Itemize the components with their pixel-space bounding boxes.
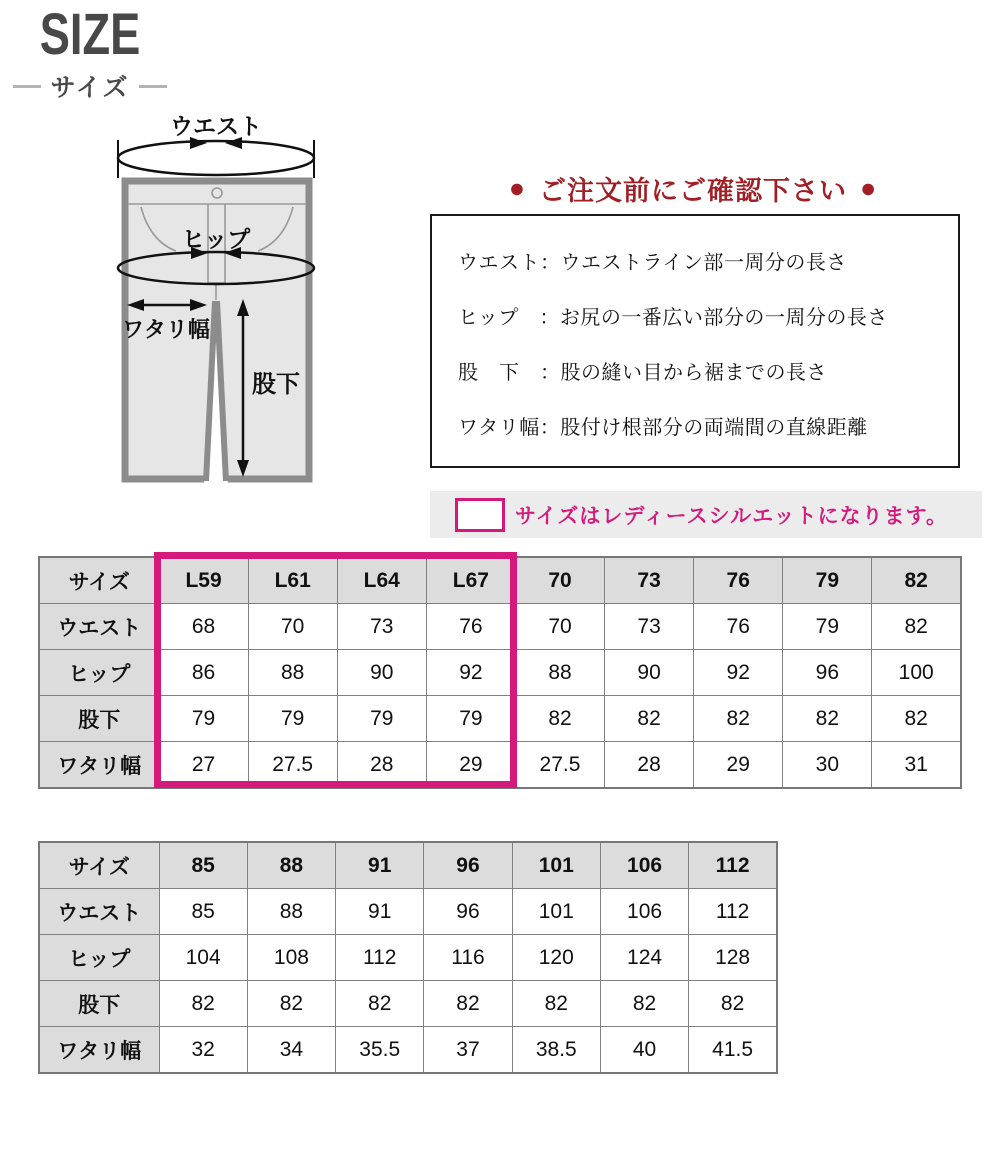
column-header: L64 <box>337 557 426 604</box>
size-value-cell: 96 <box>424 889 512 935</box>
table-row <box>39 696 961 742</box>
size-value-cell: 76 <box>426 604 515 650</box>
size-value-cell: 91 <box>336 889 424 935</box>
size-value-cell: 82 <box>336 981 424 1027</box>
size-value-cell: 27.5 <box>515 742 604 789</box>
size-value-cell: 88 <box>515 650 604 696</box>
pants-measurement-diagram <box>20 100 360 500</box>
table-row <box>39 742 961 789</box>
column-header: 82 <box>872 557 961 604</box>
size-value-cell: 76 <box>694 604 783 650</box>
size-value-cell: 79 <box>248 696 337 742</box>
size-value-cell: 73 <box>605 604 694 650</box>
hip-label: ヒップ <box>181 226 251 252</box>
column-header: 85 <box>159 842 247 889</box>
notice-title: ご注文前にご確認下さい <box>539 176 847 206</box>
definition-thigh: ワタリ幅：股付け根部分の両端間の直線距離 <box>458 417 868 439</box>
inseam-label: 股下 <box>252 371 300 398</box>
size-value-cell: 29 <box>694 742 783 789</box>
size-value-cell: 79 <box>337 696 426 742</box>
size-value-cell: 70 <box>515 604 604 650</box>
size-value-cell: 82 <box>247 981 335 1027</box>
table-row <box>39 981 777 1027</box>
size-value-cell: 82 <box>424 981 512 1027</box>
size-value-cell: 31 <box>872 742 961 789</box>
definition-waist: ウエスト：ウエストライン部一周分の長さ <box>458 252 847 274</box>
column-header: 101 <box>512 842 600 889</box>
size-value-cell: 27 <box>159 742 248 789</box>
row-header: ワタリ幅 <box>39 1027 159 1074</box>
thigh-label: ワタリ幅 <box>122 317 210 342</box>
row-header: ウエスト <box>39 604 159 650</box>
size-value-cell: 88 <box>247 889 335 935</box>
left-dash-divider <box>13 85 41 88</box>
size-value-cell: 101 <box>512 889 600 935</box>
table-header-row <box>39 557 961 604</box>
size-value-cell: 82 <box>694 696 783 742</box>
size-value-cell: 90 <box>337 650 426 696</box>
column-header: 96 <box>424 842 512 889</box>
row-header: ウエスト <box>39 889 159 935</box>
size-value-cell: 82 <box>515 696 604 742</box>
size-value-cell: 37 <box>424 1027 512 1074</box>
size-value-cell: 92 <box>426 650 515 696</box>
table-row <box>39 650 961 696</box>
size-value-cell: 82 <box>872 604 961 650</box>
column-header: L67 <box>426 557 515 604</box>
column-header: 73 <box>605 557 694 604</box>
size-value-cell: 41.5 <box>689 1027 777 1074</box>
size-value-cell: 28 <box>337 742 426 789</box>
size-value-cell: 112 <box>689 889 777 935</box>
size-value-cell: 28 <box>605 742 694 789</box>
size-value-cell: 85 <box>159 889 247 935</box>
notice-heading <box>418 169 968 208</box>
page-subtitle-row <box>8 68 172 104</box>
size-value-cell: 108 <box>247 935 335 981</box>
size-value-cell: 124 <box>600 935 688 981</box>
row-header: ヒップ <box>39 935 159 981</box>
size-table-large <box>38 841 778 1074</box>
ladies-highlight-swatch <box>455 498 505 532</box>
size-value-cell: 82 <box>689 981 777 1027</box>
size-value-cell: 32 <box>159 1027 247 1074</box>
size-value-cell: 70 <box>248 604 337 650</box>
column-header: 70 <box>515 557 604 604</box>
size-value-cell: 120 <box>512 935 600 981</box>
size-value-cell: 90 <box>605 650 694 696</box>
size-table-main <box>38 556 962 789</box>
table-header-row <box>39 842 777 889</box>
column-header: サイズ <box>39 557 159 604</box>
column-header: 79 <box>783 557 872 604</box>
size-value-cell: 100 <box>872 650 961 696</box>
size-value-cell: 27.5 <box>248 742 337 789</box>
bullet-icon: ● <box>508 173 526 203</box>
section-header <box>8 2 172 104</box>
size-value-cell: 34 <box>247 1027 335 1074</box>
size-value-cell: 79 <box>783 604 872 650</box>
size-value-cell: 40 <box>600 1027 688 1074</box>
column-header: L61 <box>248 557 337 604</box>
definition-hip: ヒップ ：お尻の一番広い部分の一周分の長さ <box>458 307 888 329</box>
right-dash-divider <box>139 85 167 88</box>
size-value-cell: 88 <box>248 650 337 696</box>
row-header: ヒップ <box>39 650 159 696</box>
size-value-cell: 116 <box>424 935 512 981</box>
table-row <box>39 604 961 650</box>
size-value-cell: 29 <box>426 742 515 789</box>
definition-inseam: 股 下 ：股の縫い目から裾までの長さ <box>458 362 827 384</box>
column-header: 106 <box>600 842 688 889</box>
size-value-cell: 82 <box>605 696 694 742</box>
size-value-cell: 128 <box>689 935 777 981</box>
size-value-cell: 35.5 <box>336 1027 424 1074</box>
page-title: SIZE <box>39 2 141 67</box>
size-value-cell: 82 <box>600 981 688 1027</box>
page-subtitle: サイズ <box>50 74 130 102</box>
measurement-definitions-box <box>430 214 960 468</box>
waist-label: ウエスト <box>170 113 262 139</box>
column-header: サイズ <box>39 842 159 889</box>
row-header: 股下 <box>39 981 159 1027</box>
size-value-cell: 82 <box>159 981 247 1027</box>
column-header: 88 <box>247 842 335 889</box>
column-header: 91 <box>336 842 424 889</box>
size-value-cell: 82 <box>872 696 961 742</box>
size-value-cell: 79 <box>159 696 248 742</box>
size-value-cell: 104 <box>159 935 247 981</box>
row-header: 股下 <box>39 696 159 742</box>
row-header: ワタリ幅 <box>39 742 159 789</box>
bullet-icon: ● <box>860 173 878 203</box>
size-value-cell: 38.5 <box>512 1027 600 1074</box>
table-row <box>39 935 777 981</box>
size-value-cell: 82 <box>512 981 600 1027</box>
size-value-cell: 30 <box>783 742 872 789</box>
size-value-cell: 68 <box>159 604 248 650</box>
column-header: L59 <box>159 557 248 604</box>
size-value-cell: 106 <box>600 889 688 935</box>
size-value-cell: 79 <box>426 696 515 742</box>
table-row <box>39 1027 777 1074</box>
size-value-cell: 92 <box>694 650 783 696</box>
ladies-note-text: サイズはレディースシルエットになります。 <box>515 504 948 528</box>
column-header: 112 <box>689 842 777 889</box>
size-value-cell: 73 <box>337 604 426 650</box>
table-row <box>39 889 777 935</box>
ladies-silhouette-note <box>430 491 982 538</box>
size-value-cell: 96 <box>783 650 872 696</box>
size-value-cell: 82 <box>783 696 872 742</box>
waist-measure-ellipse <box>118 141 314 175</box>
size-value-cell: 86 <box>159 650 248 696</box>
size-value-cell: 112 <box>336 935 424 981</box>
column-header: 76 <box>694 557 783 604</box>
